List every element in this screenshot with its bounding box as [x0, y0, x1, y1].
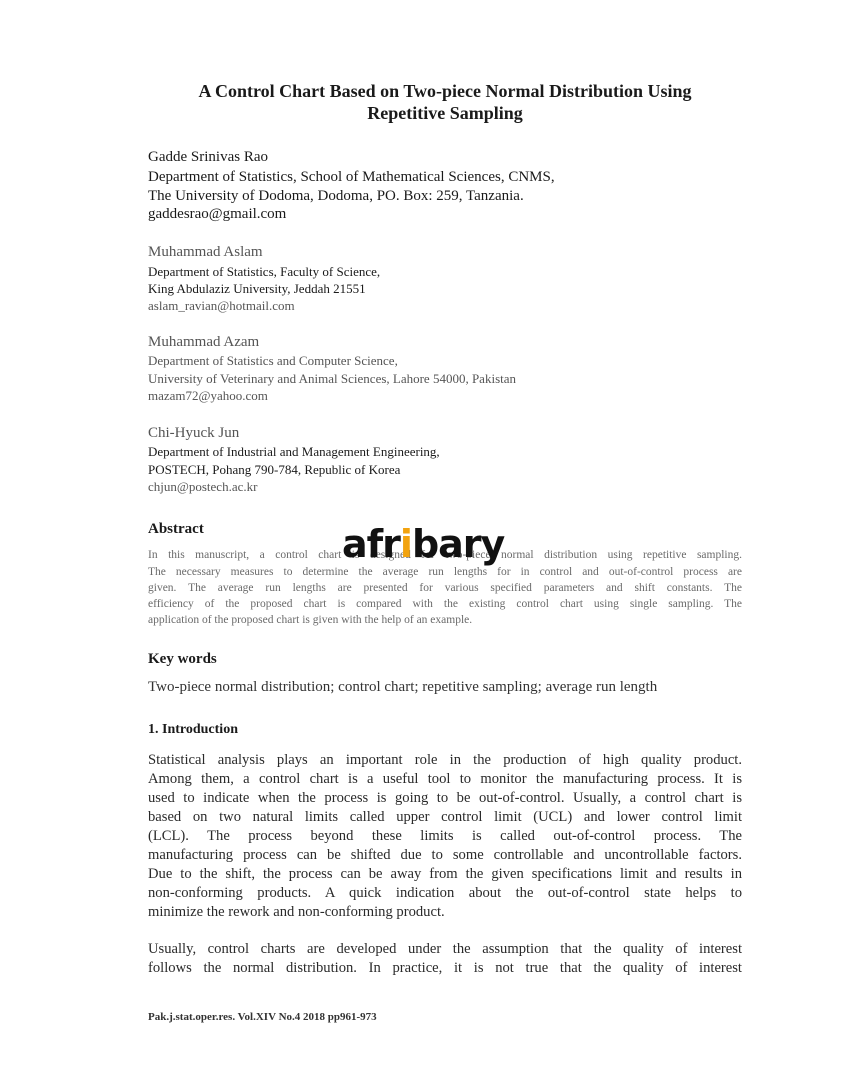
- title-line-1: A Control Chart Based on Two-piece Normal Distribution Using: [198, 81, 692, 101]
- author-affiliation: Department of Statistics, School of Mathematical Sciences, CNMS,: [148, 169, 555, 185]
- paragraph-line: non-conforming products. A quick indication about the out-of-control state helps to: [148, 885, 742, 901]
- afribary-watermark-logo: [342, 522, 504, 566]
- watermark-text: afr: [342, 522, 400, 566]
- author-name: Chi-Hyuck Jun: [148, 425, 240, 441]
- abstract-line: The necessary measures to determine the average run lengths for in control and out-of-control process are: [148, 566, 742, 578]
- abstract-line: given. The average run lengths are presented for various specified parameters and shift constants. The: [148, 582, 742, 594]
- author-email: aslam_ravian@hotmail.com: [148, 298, 295, 313]
- author-affiliation: University of Veterinary and Animal Sciences, Lahore 54000, Pakistan: [148, 371, 517, 386]
- author-affiliation: The University of Dodoma, Dodoma, PO. Box: 259, Tanzania.: [148, 188, 524, 204]
- author-name: Muhammad Azam: [148, 334, 260, 350]
- author-affiliation: Department of Industrial and Management Engineering,: [148, 444, 440, 459]
- author-name: Muhammad Aslam: [148, 244, 263, 260]
- abstract-line: application of the proposed chart is given with the help of an example.: [148, 614, 473, 626]
- paragraph-line: Among them, a control chart is a useful tool to monitor the manufacturing process. It is: [148, 771, 742, 787]
- journal-footer: Pak.j.stat.oper.res. Vol.XIV No.4 2018 pp961-973: [148, 1011, 377, 1023]
- title-line-2: Repetitive Sampling: [367, 103, 523, 123]
- abstract-heading: Abstract: [148, 521, 204, 537]
- author-affiliation: Department of Statistics and Computer Science,: [148, 353, 398, 368]
- author-affiliation: King Abdulaziz University, Jeddah 21551: [148, 281, 366, 296]
- abstract-line: In this manuscript, a control chart is designed for two-piece normal distribution using repetitive sampling.: [148, 549, 742, 561]
- abstract-line: efficiency of the proposed chart is compared with the existing control chart using single sampling. The: [148, 598, 742, 610]
- author-email: mazam72@yahoo.com: [148, 388, 268, 403]
- paper-title: [120, 80, 770, 124]
- keywords-text: Two-piece normal distribution; control chart; repetitive sampling; average run length: [148, 679, 658, 695]
- paragraph-line: used to indicate when the process is going to be out-of-control. Usually, a control chart is: [148, 790, 742, 806]
- section-heading-introduction: 1. Introduction: [148, 722, 238, 737]
- paragraph-line: Usually, control charts are developed under the assumption that the quality of interest: [148, 941, 742, 957]
- author-email: chjun@postech.ac.kr: [148, 479, 258, 494]
- paragraph-line: manufacturing process can be shifted due to some controllable and uncontrollable factors.: [148, 847, 742, 863]
- paragraph-line: minimize the rework and non-conforming product.: [148, 904, 445, 920]
- keywords-heading: Key words: [148, 651, 217, 667]
- watermark-accent-letter: i: [399, 522, 412, 566]
- paragraph-line: based on two natural limits called upper control limit (UCL) and lower control limit: [148, 809, 742, 825]
- paragraph-line: follows the normal distribution. In practice, it is not true that the quality of interest: [148, 960, 742, 976]
- watermark-text: bary: [411, 522, 505, 566]
- author-email: gaddesrao@gmail.com: [148, 206, 287, 222]
- author-affiliation: Department of Statistics, Faculty of Science,: [148, 264, 381, 279]
- paragraph-line: (LCL). The process beyond these limits is called out-of-control process. The: [148, 828, 742, 844]
- author-affiliation: POSTECH, Pohang 790-784, Republic of Korea: [148, 462, 401, 477]
- author-name: Gadde Srinivas Rao: [148, 149, 268, 165]
- paragraph-line: Statistical analysis plays an important role in the production of high quality product.: [148, 752, 742, 768]
- paragraph-line: Due to the shift, the process can be away from the given specifications limit and results in: [148, 866, 742, 882]
